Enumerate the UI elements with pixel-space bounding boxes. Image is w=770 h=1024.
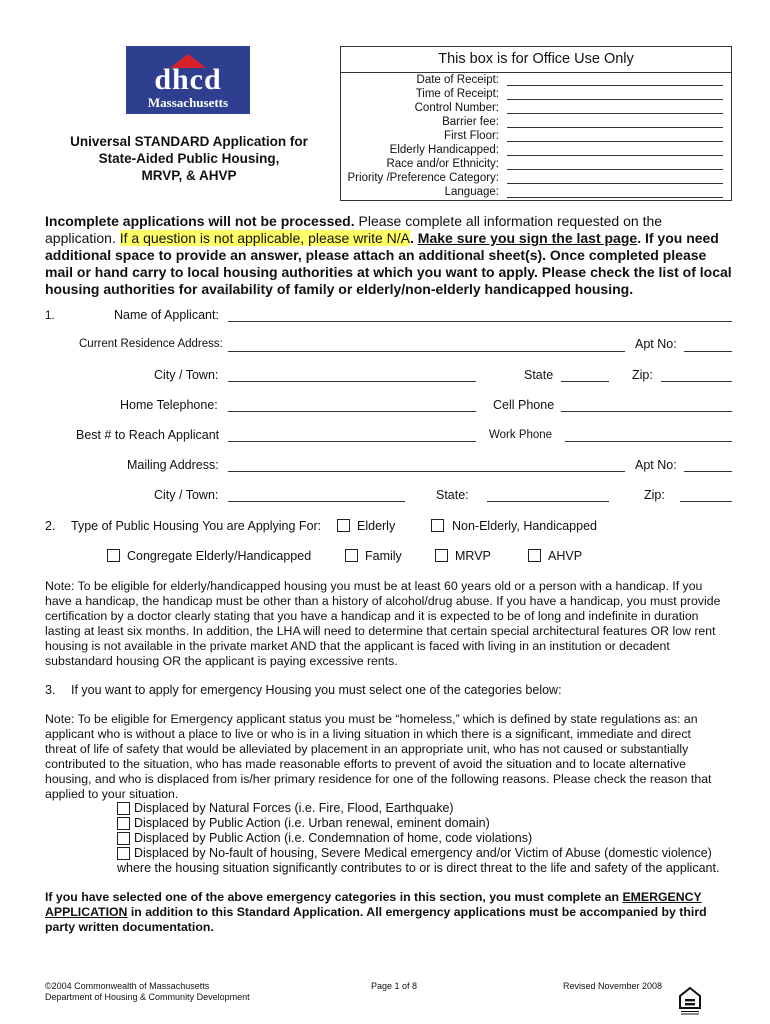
section-number: 2. — [45, 519, 56, 533]
mailing-address-field[interactable] — [228, 471, 625, 472]
emergency-note: Note: To be eligible for Emergency applicant status you must be “homeless,” which is defined by state regulations as: an applicant who is without a place to live or who is in a living situation in which there is a significant, immediate and direct threat of life of safety that would be alleviated by placement in an appropriate unit, who has not caused or substantially contributed to the situation, who has made reasonable efforts to prevent of avoid the situation and to locate alternative housing, and who is displaced from is/her primary residence for one of the following reasons. Please check the reason that applied to your situation. — [45, 712, 712, 801]
checkbox-emergency-no-fault[interactable] — [117, 847, 130, 860]
city-label: City / Town: — [154, 368, 219, 382]
state-label: State — [524, 368, 554, 382]
office-use-box — [340, 46, 732, 201]
logo-state: Massachusetts — [147, 95, 229, 110]
office-field[interactable]: Elderly Handicapped: — [341, 144, 731, 158]
apt-label: Apt No: — [635, 337, 677, 351]
office-field[interactable]: First Floor: — [341, 130, 731, 144]
name-field[interactable] — [228, 321, 732, 322]
city2-field[interactable] — [228, 501, 405, 502]
option-label: Elderly — [357, 519, 396, 533]
application-title — [44, 133, 334, 184]
home-phone-field[interactable] — [228, 411, 476, 412]
section-number: 3. — [45, 683, 56, 697]
equal-housing-opportunity-icon — [678, 986, 702, 1016]
office-field[interactable]: Date of Receipt: — [341, 74, 731, 88]
option-label: Family — [365, 549, 402, 563]
state-field[interactable] — [561, 381, 609, 382]
emergency-option: Displaced by Natural Forces (i.e. Fire, Flood, Earthquake) — [134, 801, 454, 815]
work-phone-field[interactable] — [565, 441, 732, 442]
office-field[interactable]: Barrier fee: — [341, 116, 731, 130]
zip2-label: Zip: — [644, 488, 665, 502]
current-address-label: Current Residence Address: — [79, 338, 223, 350]
emergency-option: Displaced by No-fault of housing, Severe Medical emergency and/or Victim of Abuse (domestic violence) — [134, 846, 712, 860]
emergency-question: If you want to apply for emergency Housing you must select one of the categories below: — [71, 683, 562, 697]
cell-phone-label: Cell Phone — [493, 398, 555, 412]
emergency-closing: If you have selected one of the above emergency categories in this section, you must complete an EMERGENCY APPLICATION in addition to this Standard Application. All emergency applications must be accompanied by third party written documentation. — [45, 890, 707, 934]
highlighted-instruction: If a question is not applicable, please write N/A — [119, 230, 410, 246]
checkbox-elderly[interactable] — [337, 519, 350, 532]
office-field[interactable]: Time of Receipt: — [341, 88, 731, 102]
page-number: Page 1 of 8 — [371, 981, 418, 991]
apt-field[interactable] — [684, 351, 732, 352]
city-field[interactable] — [228, 381, 476, 382]
mailing-address-label: Mailing Address: — [127, 458, 219, 472]
zip-label: Zip: — [632, 368, 653, 382]
office-field[interactable]: Race and/or Ethnicity: — [341, 158, 731, 172]
revision-date: Revised November 2008 — [563, 981, 663, 991]
office-field[interactable]: Control Number: — [341, 102, 731, 116]
emergency-option-continuation: where the housing situation significantly contributes to or is direct threat to the life and safety of the applicant. — [117, 861, 720, 875]
best-number-label: Best # to Reach Applicant — [76, 428, 220, 442]
option-label: Congregate Elderly/Handicapped — [127, 549, 312, 563]
office-box-header: This box is for Office Use Only — [341, 47, 731, 73]
name-label: Name of Applicant: — [114, 308, 219, 322]
dhcd-logo — [126, 46, 250, 114]
current-address-field[interactable] — [228, 351, 625, 352]
checkbox-mrvp[interactable] — [435, 549, 448, 562]
zip-field[interactable] — [661, 381, 732, 382]
checkbox-emergency-urban-renewal[interactable] — [117, 817, 130, 830]
title-line: Universal STANDARD Application for — [70, 134, 308, 149]
state2-label: State: — [436, 488, 469, 502]
option-label: MRVP — [455, 549, 491, 563]
housing-type-question: Type of Public Housing You are Applying For: — [71, 519, 322, 533]
logo-wordmark: dhcd — [154, 63, 222, 96]
cell-phone-field[interactable] — [561, 411, 732, 412]
home-phone-label: Home Telephone: — [120, 398, 218, 412]
checkbox-emergency-condemnation[interactable] — [117, 832, 130, 845]
apt2-label: Apt No: — [635, 458, 677, 472]
intro-instructions: Incomplete applications will not be processed. Please complete all information requested on the application. If a question is not applicable, please write N/A. Make sure you sign the last page. If you need additional space to provide an answer, please attach an additional sheet(s). Once completed please mail or hand carry to local housing authorities at which you want to apply. Please check the list of local housing authorities for availability of family or elderly/non-elderly handicapped housing. — [45, 213, 732, 297]
emergency-option: Displaced by Public Action (i.e. Condemnation of home, code violations) — [134, 831, 533, 845]
emergency-application-link: EMERGENCY APPLICATION — [45, 890, 702, 919]
checkbox-congregate[interactable] — [107, 549, 120, 562]
state2-field[interactable] — [487, 501, 609, 502]
emergency-option: Displaced by Public Action (i.e. Urban renewal, eminent domain) — [134, 816, 490, 830]
work-phone-label: Work Phone — [489, 429, 553, 441]
office-field[interactable]: Language: — [341, 186, 731, 200]
best-number-field[interactable] — [228, 441, 476, 442]
zip2-field[interactable] — [680, 501, 732, 502]
checkbox-emergency-natural[interactable] — [117, 802, 130, 815]
title-line: MRVP, & AHVP — [141, 168, 237, 183]
office-field[interactable]: Priority /Preference Category: — [341, 172, 731, 186]
eligibility-note: Note: To be eligible for elderly/handicapped housing you must be at least 60 years old or a person with a handicap. If you have a handicap, the handicap must be other than a history of alcohol/drug abuse. If you have a handicap, you must provide certification by a doctor clearly stating that you have a handicap and it is expected to be of long and indefinite in duration lasting at least six months. In addition, the LHA will need to determine that certain special architectural features OR low rent housing is not available in the private market AND that the applicant is faced with living in an institution or decadent substandard housing OR the applicant is paying excessive rents. — [45, 579, 721, 668]
apt2-field[interactable] — [684, 471, 732, 472]
option-label: AHVP — [548, 549, 583, 563]
title-line: State-Aided Public Housing, — [98, 151, 280, 166]
checkbox-ahvp[interactable] — [528, 549, 541, 562]
city2-label: City / Town: — [154, 488, 219, 502]
footer-copyright: ©2004 Commonwealth of Massachusetts Department of Housing & Community Development — [45, 981, 250, 1002]
checkbox-family[interactable] — [345, 549, 358, 562]
section-number: 1. — [45, 310, 55, 322]
option-label: Non-Elderly, Handicapped — [452, 519, 597, 533]
checkbox-non-elderly-handicapped[interactable] — [431, 519, 444, 532]
